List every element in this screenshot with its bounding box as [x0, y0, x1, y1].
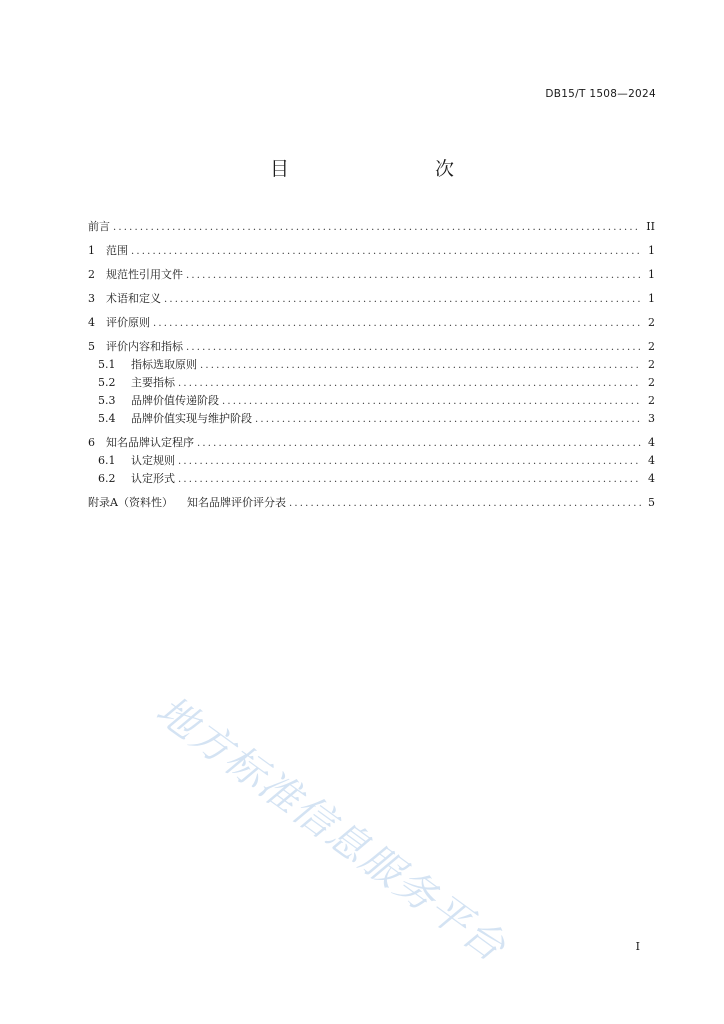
- toc-entry-page: 4: [648, 472, 655, 485]
- toc-entry-terms-definitions[interactable]: [88, 290, 655, 308]
- toc-entry-number: 5.4: [98, 412, 116, 425]
- toc-leader-dots: [222, 396, 641, 407]
- watermark: 地方标准信息服务平台: [147, 687, 515, 972]
- toc-entry-number: 5.1: [98, 358, 116, 371]
- toc-leader-dots: [131, 246, 641, 257]
- toc-leader-dots: [164, 294, 641, 305]
- toc-entry-label: 品牌价值传递阶段: [131, 394, 219, 407]
- toc-entry-page: 3: [648, 412, 655, 425]
- toc-entry-label: 评价原则: [106, 316, 150, 329]
- toc-entry-appendix-a[interactable]: [88, 494, 655, 512]
- toc-entry-number: 6.2: [98, 472, 116, 485]
- toc-entry-label: 评价内容和指标: [106, 340, 183, 353]
- toc-entry-scope[interactable]: [88, 242, 655, 260]
- toc-entry-page: 5: [648, 496, 655, 509]
- toc-entry-evaluation-content[interactable]: [88, 338, 655, 356]
- toc-leader-dots: [197, 438, 641, 449]
- toc-entry-page: 2: [648, 376, 655, 389]
- toc-entry-5-2[interactable]: [88, 374, 655, 392]
- toc-entry-page: 2: [648, 340, 655, 353]
- toc-leader-dots: [178, 456, 641, 467]
- toc-entry-number: 3: [88, 292, 95, 305]
- toc-leader-dots: [178, 474, 641, 485]
- toc-entry-page: 4: [648, 436, 655, 449]
- toc-entry-label: 术语和定义: [106, 292, 161, 305]
- toc-entry-page: II: [646, 220, 655, 233]
- toc-entry-5-1[interactable]: [88, 356, 655, 374]
- toc-entry-label: 知名品牌认定程序: [106, 436, 194, 449]
- toc-leader-dots: [186, 342, 641, 353]
- toc-entry-recognition-procedure[interactable]: [88, 434, 655, 452]
- toc-entry-label: 范围: [106, 244, 128, 257]
- toc-leader-dots: [200, 360, 641, 371]
- toc-leader-dots: [255, 414, 641, 425]
- toc-entry-5-3[interactable]: [88, 392, 655, 410]
- page-number: I: [635, 940, 640, 953]
- toc-entry-6-2[interactable]: [88, 470, 655, 488]
- page-title: 目 次: [269, 158, 490, 180]
- toc-entry-number: 6.1: [98, 454, 116, 467]
- table-of-contents: [88, 218, 655, 512]
- toc-leader-dots: [289, 498, 641, 509]
- toc-entry-page: 1: [648, 292, 655, 305]
- toc-entry-label: 认定规则: [131, 454, 175, 467]
- toc-entry-label: 规范性引用文件: [106, 268, 183, 281]
- toc-entry-number: 5.2: [98, 376, 116, 389]
- toc-leader-dots: [178, 378, 641, 389]
- toc-entry-number: 1: [88, 244, 95, 257]
- toc-entry-number: 2: [88, 268, 95, 281]
- toc-entry-label: 主要指标: [131, 376, 175, 389]
- toc-entry-number: 附录A（资料性）: [88, 496, 173, 509]
- toc-entry-label: 认定形式: [131, 472, 175, 485]
- toc-entry-label: 前言: [88, 220, 110, 233]
- toc-entry-page: 2: [648, 316, 655, 329]
- toc-entry-page: 4: [648, 454, 655, 467]
- toc-entry-normative-references[interactable]: [88, 266, 655, 284]
- toc-entry-number: 4: [88, 316, 95, 329]
- toc-leader-dots: [153, 318, 641, 329]
- toc-entry-page: 1: [648, 244, 655, 257]
- toc-entry-evaluation-principles[interactable]: [88, 314, 655, 332]
- toc-entry-number: 6: [88, 436, 95, 449]
- toc-leader-dots: [113, 222, 641, 233]
- toc-entry-5-4[interactable]: [88, 410, 655, 428]
- toc-entry-page: 1: [648, 268, 655, 281]
- toc-leader-dots: [186, 270, 641, 281]
- toc-entry-foreword[interactable]: [88, 218, 655, 236]
- document-code: DB15/T 1508—2024: [545, 88, 656, 100]
- toc-entry-page: 2: [648, 394, 655, 407]
- toc-entry-page: 2: [648, 358, 655, 371]
- toc-entry-label: 品牌价值实现与维护阶段: [131, 412, 252, 425]
- toc-entry-6-1[interactable]: [88, 452, 655, 470]
- toc-entry-number: 5: [88, 340, 95, 353]
- toc-entry-label: 指标选取原则: [131, 358, 197, 371]
- toc-entry-label: 知名品牌评价评分表: [186, 496, 286, 509]
- toc-entry-number: 5.3: [98, 394, 116, 407]
